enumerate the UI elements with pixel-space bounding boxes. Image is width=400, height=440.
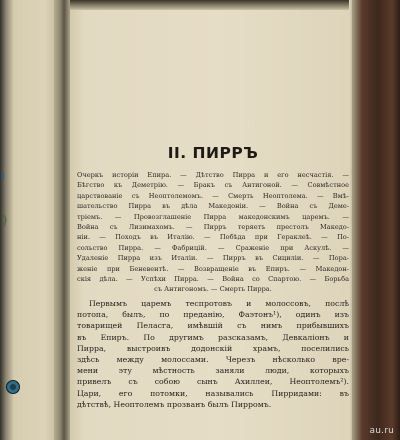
synopsis-line: Удаленіе Пирра изъ Италіи. — Пирръ въ Сициліи. — Пора- — [77, 254, 349, 263]
body-paragraph — [77, 298, 349, 410]
chapter-synopsis — [77, 170, 349, 295]
library-stamp — [6, 380, 20, 394]
body-line: въ Епиръ. По другимъ разсказамъ, Девкаліонъ и — [77, 332, 349, 342]
body-line: дѣтствѣ, Неоптолемъ прозванъ былъ Пирромъ. — [77, 399, 272, 409]
book-cover-edge — [352, 0, 400, 440]
synopsis-line: скія дѣла. — Успѣхи Пирра. — Война со Спартою. — Борьба — [77, 275, 349, 284]
body-line: здѣсь между молоссами. Черезъ нѣсколько вре- — [77, 355, 349, 365]
margin-mark-green: ) — [2, 213, 8, 229]
synopsis-line: шательство Пирра въ дѣла Македоніи. — Война съ Деме- — [77, 202, 349, 211]
synopsis-line: Война съ Лизимахомъ. — Пирръ теряетъ престолъ Македо- — [77, 223, 349, 232]
body-line: мени эту мѣстность заняли люди, которыхъ — [77, 366, 349, 376]
margin-mark-blue — [2, 172, 9, 180]
previous-page — [0, 0, 58, 440]
body-line: товарищей Пеласга, имѣвшій съ нимъ прибывшихъ — [77, 321, 349, 331]
page-text — [77, 0, 349, 440]
body-line: Цари, его потомки, назывались Пирридами: въ — [77, 388, 349, 398]
synopsis-line: Бѣгство къ Деметрію. — Бракъ съ Антигоной. — Совмѣстное — [77, 181, 349, 190]
synopsis-line: царствованіе съ Неоптолемомъ. — Смерть Неоптолема. — Вмѣ- — [77, 191, 349, 200]
site-watermark: au.ru — [369, 426, 394, 436]
chapter-title: II. ПИРРЪ — [167, 144, 259, 162]
body-line: Пирра, выстроивъ додонскій храмъ, поселились — [77, 343, 349, 353]
synopsis-line: тріемъ. — Провозглашеніе Пирра македонскимъ царемъ. — — [77, 212, 349, 221]
synopsis-line: женіе при Беневентѣ. — Возвращеніе въ Епиръ. — Македон- — [77, 264, 349, 273]
synopsis-line: Очеркъ исторіи Епира. — Дѣтство Пирра и его несчастія. — — [77, 171, 349, 179]
synopsis-line: съ Антигономъ. — Смерть Пирра. — [154, 285, 272, 294]
body-line: привелъ съ собою сынъ Ахиллеи, Неоптолемъ²). — [77, 377, 349, 387]
synopsis-line: ніи. — Походъ въ Италію. — Побѣда при Гераклеѣ. — По- — [77, 233, 349, 242]
body-line: Первымъ царемъ теспротовъ и молоссовъ, послѣ — [89, 299, 349, 308]
body-line: потопа, былъ, по преданію, Фаэтонъ¹), одинъ изъ — [77, 310, 349, 320]
synopsis-line: сольство Пирра. — Фабрицій. — Сраженіе при Аскулѣ. — — [77, 243, 349, 252]
